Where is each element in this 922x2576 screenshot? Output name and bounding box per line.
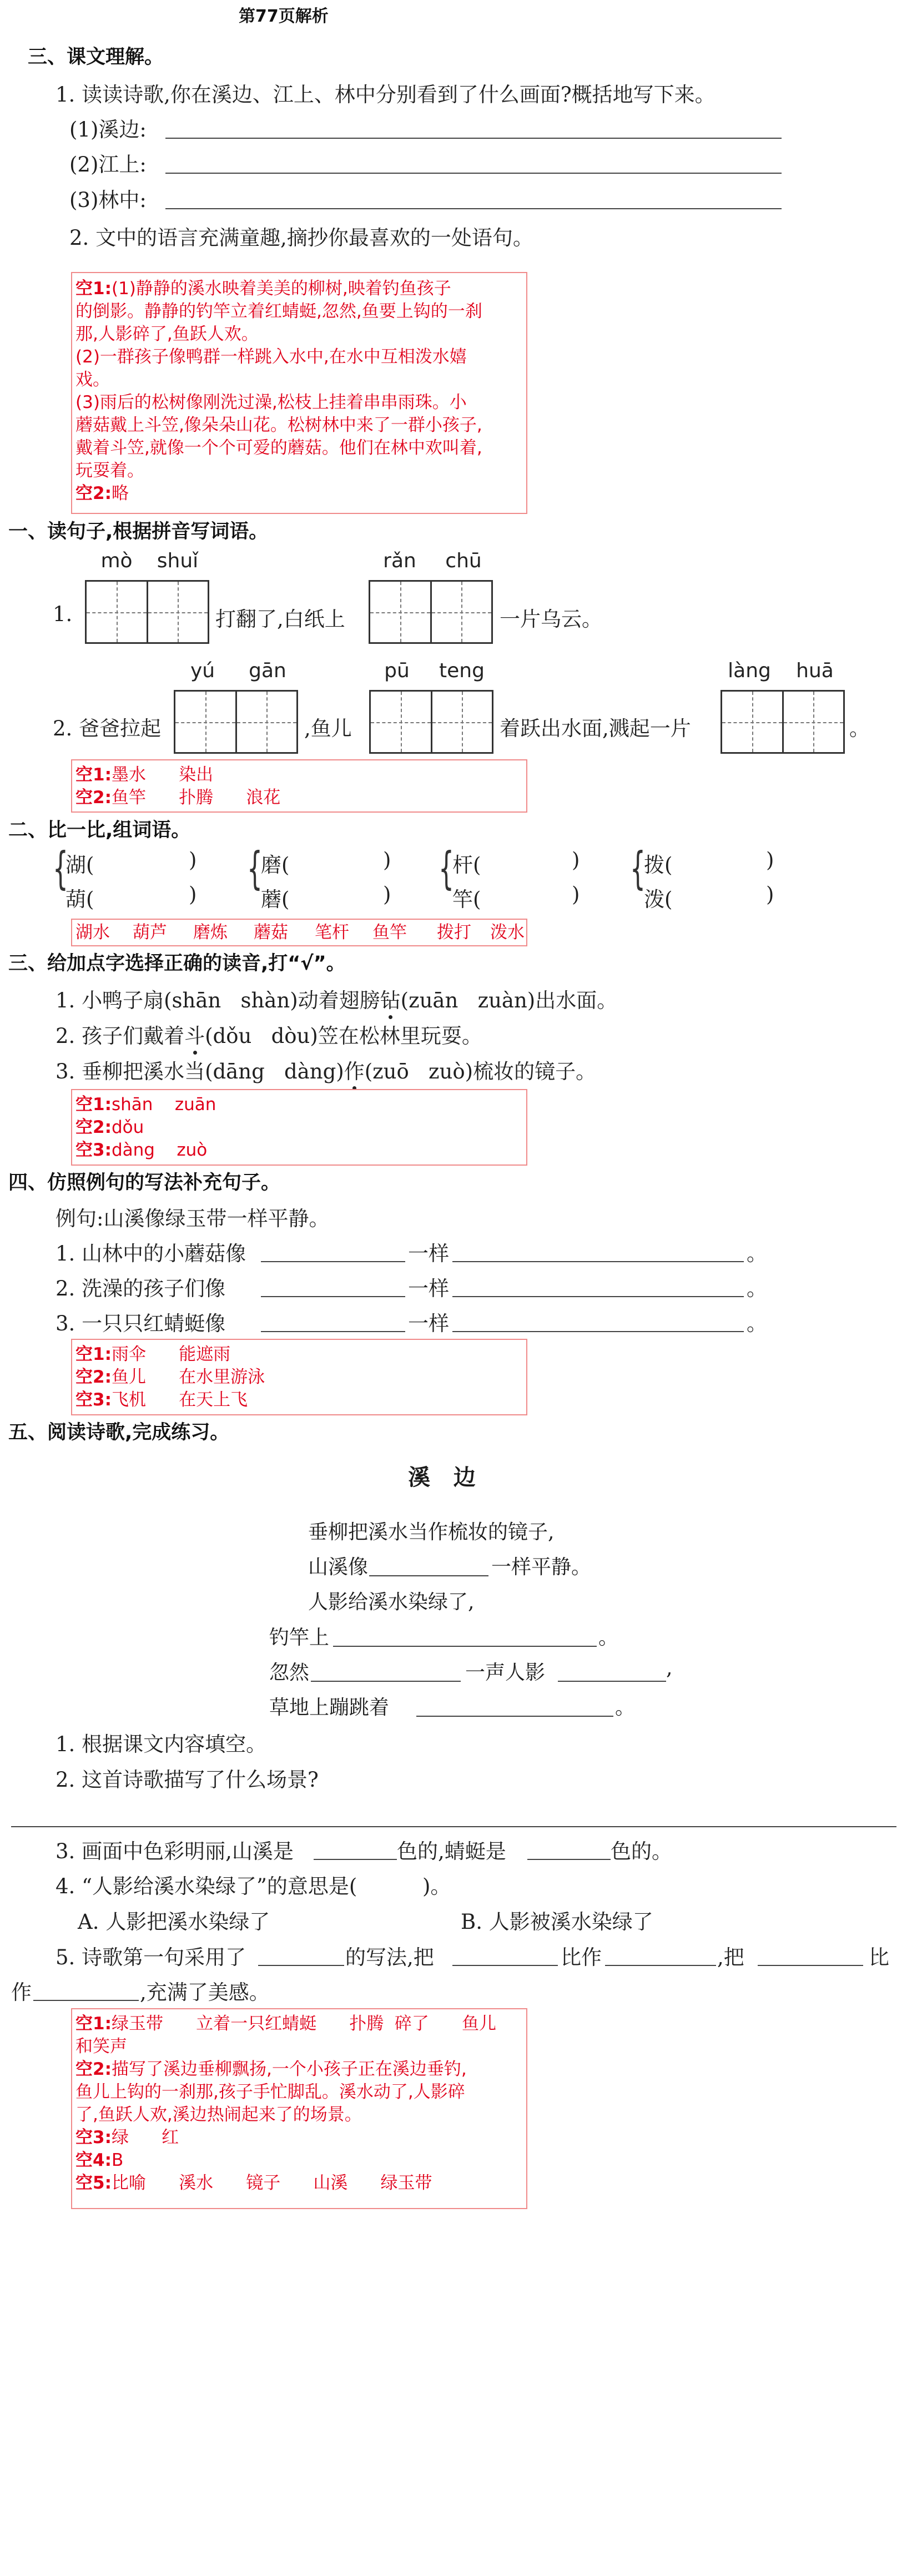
char-prompt: 泼( (644, 888, 673, 911)
q1-item-river: (2)江上: (69, 153, 147, 177)
poem-punct: 。 (615, 1696, 636, 1719)
answer-label: 空1: (75, 1344, 112, 1364)
answer-text: 的倒影。静静的钓竿立着红蜻蜓,忽然,鱼要上钩的一刹 (75, 301, 482, 321)
tianzige-grid[interactable] (369, 690, 493, 754)
answer-line[interactable] (165, 138, 782, 139)
yiyang-text: 一样 (408, 1277, 449, 1300)
answer-box (71, 272, 527, 514)
question-3: 3. 画面中色彩明丽,山溪是 (56, 1839, 294, 1863)
poem-line: 人影给溪水染绿了, (308, 1591, 475, 1614)
question-1: 1. 读读诗歌,你在溪边、江上、林中分别看到了什么画面?概括地写下来。 (56, 83, 716, 107)
pinyin: chū (445, 550, 482, 572)
pinyin: pū (384, 659, 410, 682)
page-title: 第77页解析 (239, 7, 329, 26)
paren-close: ) (383, 848, 391, 872)
tianzige-grid[interactable] (174, 690, 298, 754)
paren-close: ) (572, 848, 580, 872)
answer-label: 空2: (75, 1367, 112, 1387)
pinyin: làng (728, 659, 771, 682)
answer-line[interactable] (311, 1681, 461, 1682)
answer-text: 了,鱼跃人欢,溪边热闹起来了的场景。 (75, 2105, 362, 2125)
section-heading-imitation: 四、仿照例句的写法补充句子。 (8, 1172, 281, 1194)
sentence-text: 一片乌云。 (500, 607, 602, 631)
answer-label: 空5: (75, 2173, 112, 2193)
answer-text: 鱼竿 扑腾 浪花 (111, 788, 281, 808)
question-1: 1. 根据课文内容填空。 (56, 1732, 267, 1756)
answer-line[interactable] (605, 1965, 716, 1966)
answer-label: 空2: (75, 1117, 112, 1137)
yiyang-text: 一样 (408, 1242, 449, 1266)
pronunciation-line: 1. 小鸭子扇(shān shàn)动着翅膀钻(zuān zuàn)出水面。 (56, 984, 617, 1014)
answer-line[interactable] (165, 173, 782, 174)
answer-box (71, 919, 527, 946)
poem-punct: , (666, 1657, 673, 1680)
answer-line[interactable] (452, 1296, 744, 1297)
answer-text: 鱼儿 在水里游泳 (111, 1367, 265, 1387)
answer-line[interactable] (261, 1296, 405, 1297)
answer-text: (3)雨后的松树像刚洗过澡,松枝上挂着串串雨珠。小 (75, 392, 467, 412)
example-sentence: 例句:山溪像绿玉带一样平静。 (56, 1207, 330, 1231)
answer-label: 空1: (75, 279, 112, 299)
poem-line: 草地上蹦跳着 (269, 1696, 390, 1719)
answer-line[interactable] (527, 1859, 611, 1860)
answer-line[interactable] (452, 1261, 744, 1262)
answer-text: 湖水 (75, 922, 110, 942)
question-5: 5. 诗歌第一句采用了 (56, 1945, 246, 1969)
question-5: ,充满了美感。 (140, 1980, 270, 2004)
answer-line[interactable] (33, 2000, 139, 2001)
brace: { (247, 843, 263, 894)
question-5: 的写法,把 (345, 1945, 434, 1969)
answer-text: B (111, 2150, 124, 2170)
poem-title: 溪 边 (408, 1464, 476, 1490)
answer-line[interactable] (261, 1331, 405, 1332)
answer-line[interactable] (369, 1575, 488, 1576)
char-prompt: 杆( (452, 853, 481, 877)
char-prompt: 湖( (66, 853, 94, 877)
answer-line[interactable] (558, 1681, 666, 1682)
poem-line: 山溪像 (308, 1556, 369, 1579)
answer-label: 空1: (75, 765, 112, 785)
brace: { (53, 843, 68, 894)
answer-line[interactable] (11, 1826, 896, 1827)
pinyin: teng (439, 659, 485, 682)
answer-text: 描写了溪边垂柳飘扬,一个小孩子正在溪边垂钓, (111, 2059, 467, 2079)
answer-text: 略 (111, 483, 129, 503)
tianzige-grid[interactable] (369, 580, 493, 644)
section-heading-compare: 二、比一比,组词语。 (8, 819, 191, 841)
answer-text: 玩耍着。 (75, 461, 144, 481)
answer-text: 戴着斗笠,就像一个个可爱的蘑菇。他们在林中欢叫着, (75, 438, 482, 458)
question-2: 2. 文中的语言充满童趣,摘抄你最喜欢的一处语句。 (69, 226, 533, 250)
yiyang-text: 一样 (408, 1312, 449, 1335)
poem-punct: 。 (598, 1626, 619, 1649)
question-5: ,把 (717, 1945, 744, 1969)
question-4: 4. “人影给溪水染绿了”的意思是( )。 (56, 1874, 451, 1898)
answer-line[interactable] (314, 1859, 397, 1860)
question-2: 2. 这首诗歌描写了什么场景? (56, 1768, 319, 1792)
question-3: 色的,蜻蜓是 (397, 1839, 506, 1863)
answer-line[interactable] (333, 1646, 597, 1647)
pinyin: rǎn (383, 550, 416, 572)
answer-text: dàng zuò (111, 1140, 208, 1160)
imitation-line: 1. 山林中的小蘑菇像 (56, 1242, 246, 1266)
question-5: 比作 (561, 1945, 602, 1969)
answer-text: 拨打 (437, 922, 471, 942)
sentence-text: 。 (849, 717, 870, 740)
answer-text: 泼水 (490, 922, 525, 942)
pinyin: shuǐ (157, 550, 199, 572)
sentence-text: ,鱼儿 (304, 717, 352, 740)
sentence-text: 打翻了,白纸上 (215, 607, 345, 631)
poem-line: 垂柳把溪水当作梳妆的镜子, (308, 1521, 555, 1544)
pinyin: yú (190, 659, 215, 682)
answer-text: 和笑声 (75, 2036, 127, 2056)
section-heading-comprehension: 三、课文理解。 (28, 46, 164, 68)
answer-label: 空3: (75, 2128, 112, 2147)
answer-text: 戏。 (75, 370, 110, 390)
question-5: 比 (869, 1945, 889, 1969)
char-prompt: 竿( (452, 888, 481, 911)
pinyin: mò (100, 550, 133, 572)
sentence-text: 2. 爸爸拉起 (53, 717, 162, 740)
sentence-number: 1. (53, 602, 73, 626)
answer-text: 比喻 溪水 镜子 山溪 绿玉带 (111, 2173, 432, 2193)
period: 。 (747, 1277, 767, 1300)
imitation-line: 3. 一只只红蜻蜓像 (56, 1312, 226, 1335)
option-b[interactable]: B. 人影被溪水染绿了 (461, 1910, 653, 1934)
option-a[interactable]: A. 人影把溪水染绿了 (78, 1910, 270, 1934)
answer-line[interactable] (165, 208, 782, 209)
paren-close: ) (189, 883, 197, 906)
answer-label: 空2: (75, 788, 112, 808)
answer-line[interactable] (258, 1965, 344, 1966)
answer-line[interactable] (416, 1716, 613, 1717)
char-prompt: 拨( (644, 853, 673, 877)
answer-line[interactable] (452, 1965, 558, 1966)
answer-text: 笔杆 (315, 922, 349, 942)
answer-label: 空1: (75, 1095, 112, 1115)
poem-line: 一样平静。 (491, 1556, 592, 1579)
answer-text: 蘑菇 (254, 922, 288, 942)
brace: { (630, 843, 646, 894)
answer-text: 蘑菇戴上斗笠,像朵朵山花。松树林中来了一群小孩子, (75, 415, 482, 435)
paren-close: ) (189, 848, 197, 872)
answer-text: 飞机 在天上飞 (111, 1390, 248, 1410)
paren-close: ) (383, 883, 391, 906)
answer-line[interactable] (452, 1331, 744, 1332)
answer-label: 空2: (75, 2059, 112, 2079)
poem-line: 一声人影 (465, 1661, 546, 1684)
answer-line[interactable] (758, 1965, 863, 1966)
pronunciation-line: 2. 孩子们戴着斗(dǒu dòu)笠在松林里玩耍。 (56, 1019, 482, 1049)
pinyin: gān (249, 659, 286, 682)
answer-text: (1)静静的溪水映着美美的柳树,映着钓鱼孩子 (111, 279, 451, 299)
section-heading-pinyin: 一、读句子,根据拼音写词语。 (8, 521, 269, 543)
answer-text: 墨水 染出 (111, 765, 214, 785)
answer-box (71, 1089, 527, 1166)
q1-item-forest: (3)林中: (69, 188, 147, 212)
answer-box (71, 2008, 527, 2209)
period: 。 (747, 1242, 767, 1266)
answer-text: 雨伞 能遮雨 (111, 1344, 231, 1364)
answer-text: (2)一群孩子像鸭群一样跳入水中,在水中互相泼水嬉 (75, 347, 467, 367)
paren-close: ) (766, 883, 774, 906)
tianzige-grid[interactable] (721, 690, 845, 754)
imitation-line: 2. 洗澡的孩子们像 (56, 1277, 226, 1300)
answer-label: 空3: (75, 1140, 112, 1160)
answer-box (71, 1339, 527, 1415)
answer-text: 绿玉带 立着一只红蜻蜓 扑腾 碎了 鱼儿 (111, 2014, 497, 2034)
section-heading-pronunciation: 三、给加点字选择正确的读音,打“√”。 (8, 952, 346, 975)
pinyin: huā (796, 659, 834, 682)
answer-label: 空1: (75, 2014, 112, 2034)
answer-text: 那,人影碎了,鱼跃人欢。 (75, 324, 259, 344)
answer-text: 绿 红 (111, 2128, 179, 2147)
tianzige-grid[interactable] (85, 580, 209, 644)
q1-item-stream: (1)溪边: (69, 118, 147, 142)
answer-text: dǒu (111, 1117, 144, 1137)
answer-label: 空2: (75, 483, 112, 503)
poem-line: 忽然 (269, 1661, 310, 1684)
answer-text: 鱼儿上钩的一刹那,孩子手忙脚乱。溪水动了,人影碎 (75, 2082, 465, 2102)
question-3: 色的。 (611, 1839, 672, 1863)
answer-text: 鱼竿 (372, 922, 407, 942)
answer-box (71, 759, 527, 813)
sentence-text: 着跃出水面,溅起一片 (500, 717, 691, 740)
brace: { (439, 843, 454, 894)
pronunciation-line: 3. 垂柳把溪水当(dāng dàng)作(zuō zuò)梳妆的镜子。 (56, 1055, 596, 1085)
char-prompt: 蘑( (261, 888, 290, 911)
answer-text: 葫芦 (133, 922, 167, 942)
answer-label: 空4: (75, 2150, 112, 2170)
paren-close: ) (766, 848, 774, 872)
answer-text: shān zuān (111, 1095, 216, 1115)
answer-line[interactable] (261, 1261, 405, 1262)
answer-label: 空3: (75, 1390, 112, 1410)
section-heading-poem: 五、阅读诗歌,完成练习。 (8, 1421, 230, 1444)
answer-text: 磨炼 (193, 922, 228, 942)
poem-line: 钓竿上 (269, 1626, 330, 1649)
char-prompt: 磨( (261, 853, 290, 877)
paren-close: ) (572, 883, 580, 906)
question-5: 作 (11, 1980, 32, 2004)
period: 。 (747, 1312, 767, 1335)
char-prompt: 葫( (66, 888, 94, 911)
